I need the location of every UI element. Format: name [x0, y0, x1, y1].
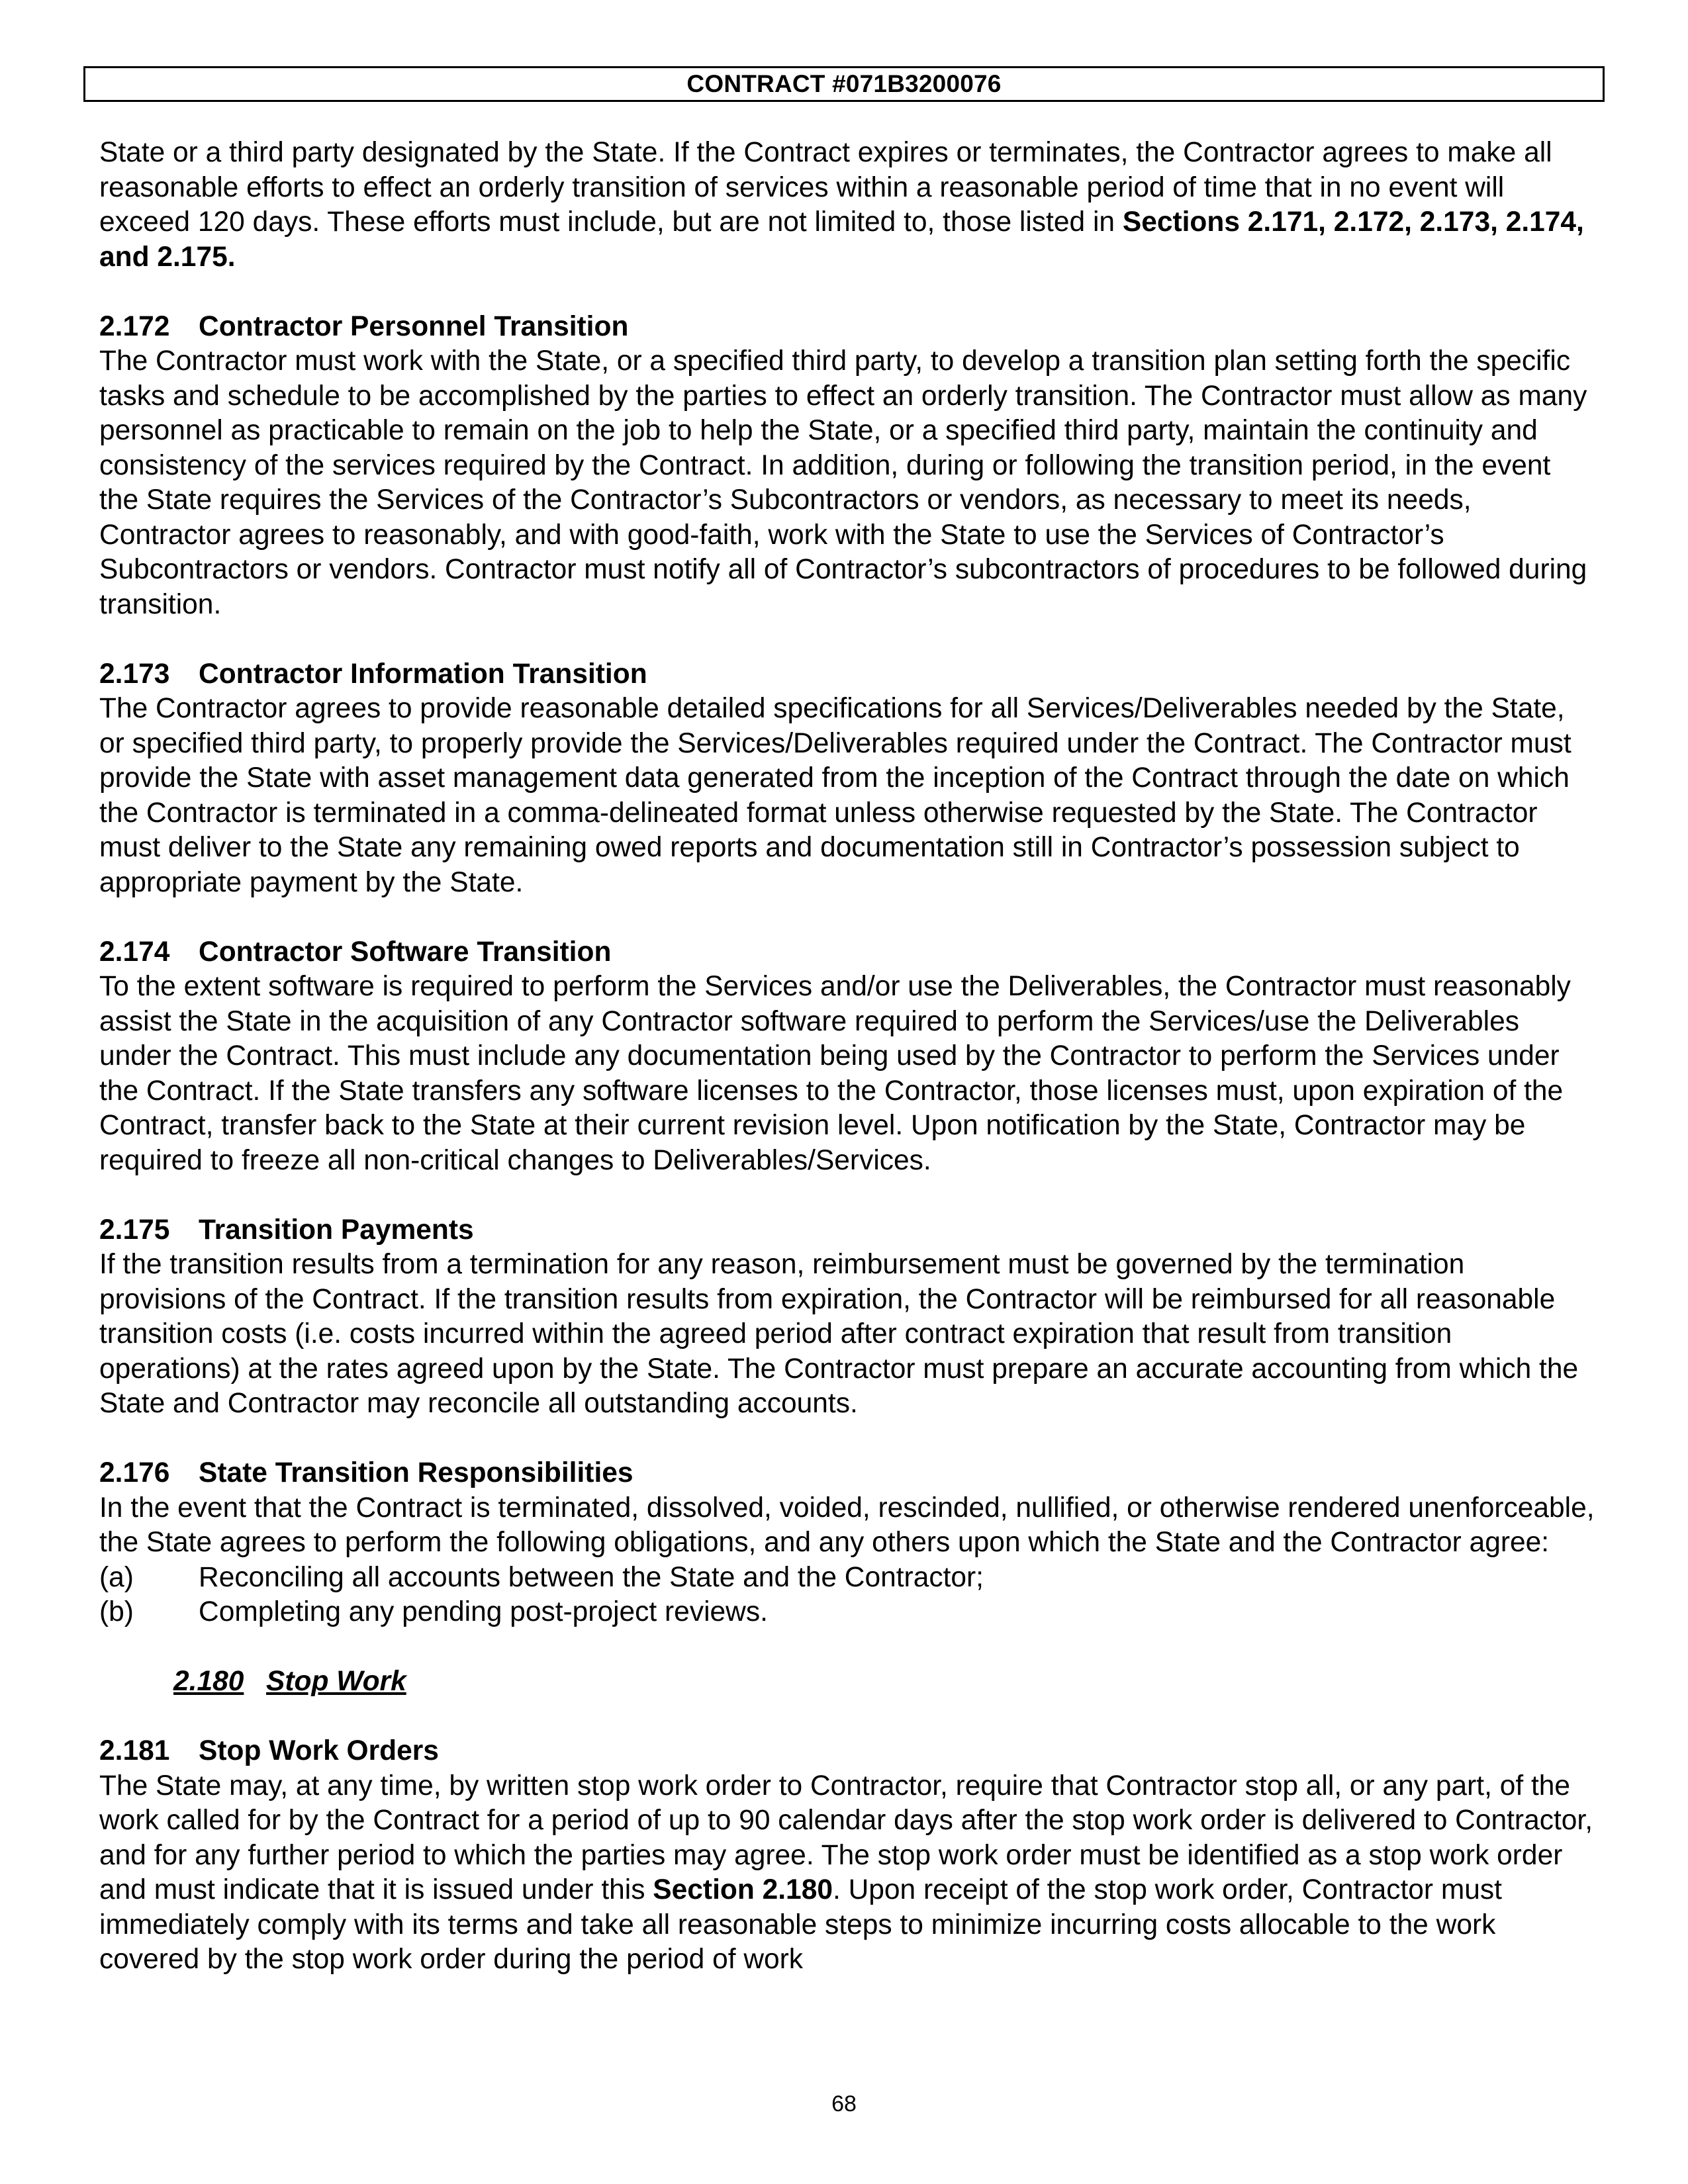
list-item-text: Completing any pending post-project reviews. [199, 1596, 768, 1627]
section-heading-2172: 2.172 Contractor Personnel Transition [99, 310, 629, 342]
section-heading-2174: 2.174 Contractor Software Transition [99, 936, 612, 968]
section-body-2181: The State may, at any time, by written stop work order to Contractor, require that Contractor stop all, or any part, of the work called for by the Contract for a period of up to 90 calendar days after the stop work order is delivered to Contractor, and for any further period to which the parties may agree. The stop work order must be identified as a stop work order and must indicate that it is issued under this Section 2.180. Upon receipt of the stop work order, Contractor must immediately comply with its terms and take all reasonable steps to minimize incurring costs allocable to the work covered by the stop work order during the period of work [99, 1770, 1593, 1975]
section-body-2173: The Contractor agrees to provide reasonable detailed specifications for all Services/Deliverables needed by the State, or specified third party, to properly provide the Services/Deliverables required under the Contract. The Contractor must provide the State with asset management data generated from the inception of the Contract through the date on which the Contractor is terminated in a comma-delineated format unless otherwise requested by the State. The Contractor must deliver to the State any remaining owed reports and documentation still in Contractor’s possession subject to appropriate payment by the State. [99, 693, 1571, 898]
contract-number: CONTRACT #071B3200076 [686, 70, 1002, 97]
list-item-label: (a) [99, 1561, 134, 1593]
major-section-heading-2180: 2.180 Stop Work [173, 1666, 406, 1697]
list-item [99, 1595, 1595, 1630]
section-body-2175: If the transition results from a termination for any reason, reimbursement must be governed by the termination provisions of the Contract. If the transition results from expiration, the Contractor will be reimbursed for all reasonable transition costs (i.e. costs incurred within the agreed period after contract expiration that result from transition operations) at the rates agreed upon by the State. The Contractor must prepare an accurate accounting from which the State and Contractor may reconcile all outstanding accounts. [99, 1249, 1579, 1419]
list-item-text: Reconciling all accounts between the State and the Contractor; [199, 1561, 984, 1593]
section-heading-2173: 2.173 Contractor Information Transition [99, 658, 647, 690]
section-ref-2180: Section 2.180 [653, 1874, 833, 1905]
section-body-2174: To the extent software is required to perform the Services and/or use the Deliverables, the Contractor must reasonably assist the State in the acquisition of any Contractor software required to perform the Services/use the Deliverables under the Contract. This must include any documentation being used by the Contractor to perform the Services under the Contract. If the State transfers any software licenses to the Contractor, those licenses must, upon expiration of the Contract, transfer back to the State at their current revision level. Upon notification by the State, Contractor may be required to freeze all non-critical changes to Deliverables/Services. [99, 971, 1571, 1176]
contract-header [83, 66, 1605, 102]
intro-paragraph: State or a third party designated by the State. If the Contract expires or terminates, the Contractor agrees to make all reasonable efforts to effect an orderly transition of services within a reasonable period of time that in no event will exceed 120 days. These efforts must include, but are not limited to, those listed in Sections 2.171, 2.172, 2.173, 2.174, and 2.175. [99, 137, 1584, 273]
section-heading-2176: 2.176 State Transition Responsibilities [99, 1457, 633, 1488]
section-heading-2175: 2.175 Transition Payments [99, 1214, 474, 1246]
list-item-label: (b) [99, 1596, 134, 1627]
intro-sections-ref: Sections 2.171, 2.172, 2.173, 2.174, and 2.175. [99, 206, 1584, 273]
list-item [99, 1561, 1595, 1596]
section-body-2172: The Contractor must work with the State, or a specified third party, to develop a transition plan setting forth the specific tasks and schedule to be accomplished by the parties to effect an orderly transition. The Contractor must allow as many personnel as practicable to remain on the job to help the State, or a specified third party, maintain the continuity and consistency of the services required by the Contract. In addition, during or following the transition period, in the event the State requires the Services of the Contractor’s Subcontractors or vendors, as necessary to meet its needs, Contractor agrees to reasonably, and with good-faith, work with the State to use the Services of Contractor’s Subcontractors or vendors. Contractor must notify all of Contractor’s subcontractors of procedures to be followed during transition. [99, 345, 1587, 620]
page-number: 68 [831, 2091, 857, 2116]
section-body-2176: In the event that the Contract is terminated, dissolved, voided, rescinded, nullified, or otherwise rendered unenforceable, the State agrees to perform the following obligations, and any others upon which the State and the Contractor agree: [99, 1492, 1595, 1558]
section-heading-2181: 2.181 Stop Work Orders [99, 1735, 439, 1766]
document-body [99, 136, 1595, 1978]
